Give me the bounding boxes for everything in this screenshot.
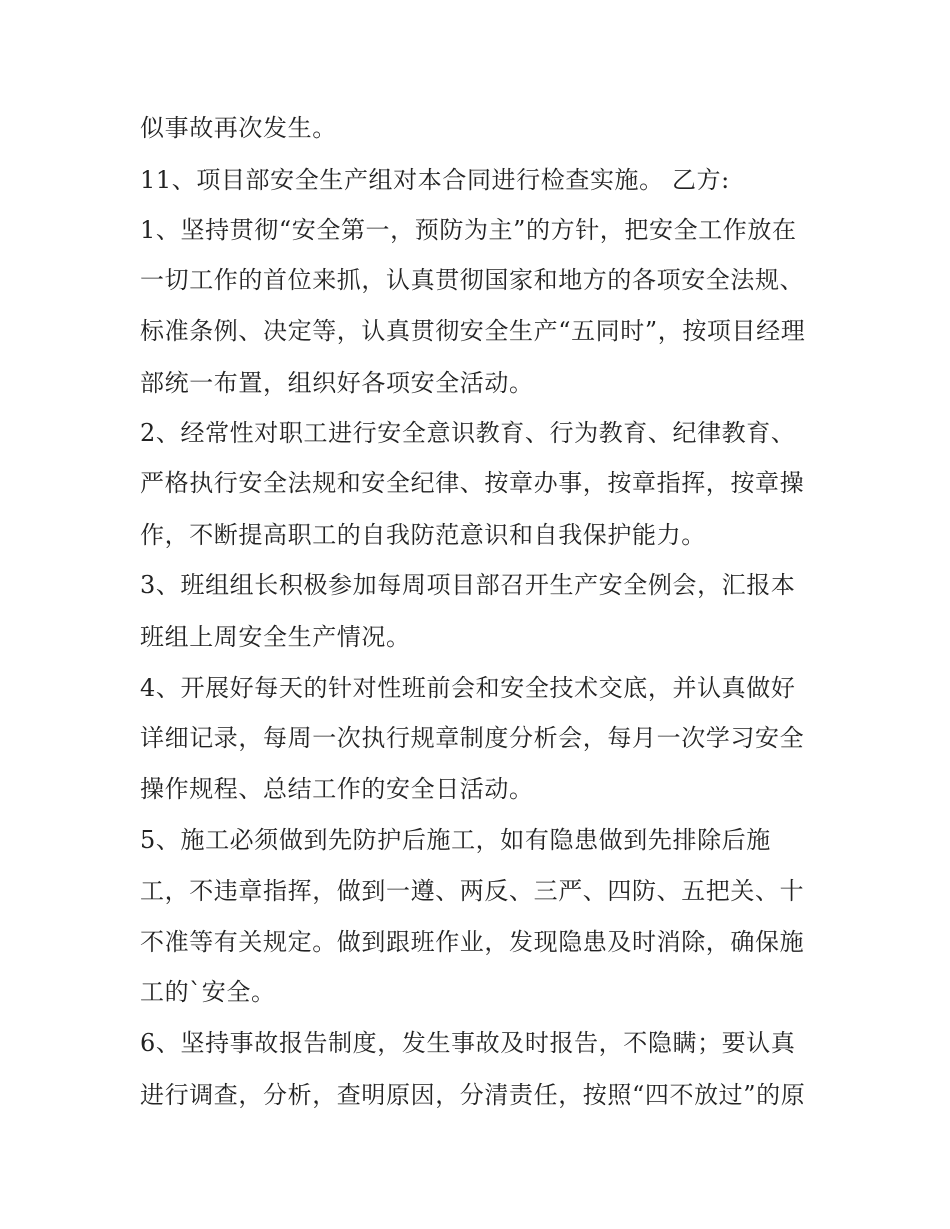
text-line: 标准条例、决定等，认真贯彻安全生产“五同时”，按项目经理	[140, 317, 806, 345]
text-line: 似事故再次发生。	[140, 114, 337, 142]
text-line: 部统一布置，组织好各项安全活动。	[140, 369, 534, 397]
text-line: 2、经常性对职工进行安全意识教育、行为教育、纪律教育、	[140, 419, 796, 447]
text-line: 进行调查，分析，查明原因，分清责任，按照“四不放过”的原	[140, 1081, 806, 1109]
text-line: 工，不违章指挥，做到一遵、两反、三严、四防、五把关、十	[140, 877, 805, 905]
text-line: 4、开展好每天的针对性班前会和安全技术交底，并认真做好	[140, 674, 796, 702]
text-line: 班组上周安全生产情况。	[140, 623, 411, 651]
text-line: 不准等有关规定。做到跟班作业，发现隐患及时消除，确保施	[140, 928, 805, 956]
text-line: 5、施工必须做到先防护后施工，如有隐患做到先排除后施	[140, 826, 771, 854]
text-line: 操作规程、总结工作的安全日活动。	[140, 775, 534, 803]
text-line: 作，不断提高职工的自我防范意识和自我保护能力。	[140, 521, 706, 549]
text-line: 1、坚持贯彻“安全第一，预防为主”的方针，把安全工作放在	[140, 216, 797, 244]
text-line: 严格执行安全法规和安全纪律、按章办事，按章指挥，按章操	[140, 469, 805, 497]
text-line: 6、坚持事故报告制度，发生事故及时报告，不隐瞒；要认真	[140, 1029, 796, 1057]
text-line: 工的`安全。	[140, 978, 276, 1006]
text-line: 3、班组组长积极参加每周项目部召开生产安全例会，汇报本	[140, 571, 796, 599]
text-line: 详细记录，每周一次执行规章制度分析会，每月一次学习安全	[140, 724, 805, 752]
text-line: 一切工作的首位来抓，认真贯彻国家和地方的各项安全法规、	[140, 266, 805, 294]
text-line: 11、项目部安全生产组对本合同进行检查实施。 乙方:	[140, 166, 730, 194]
